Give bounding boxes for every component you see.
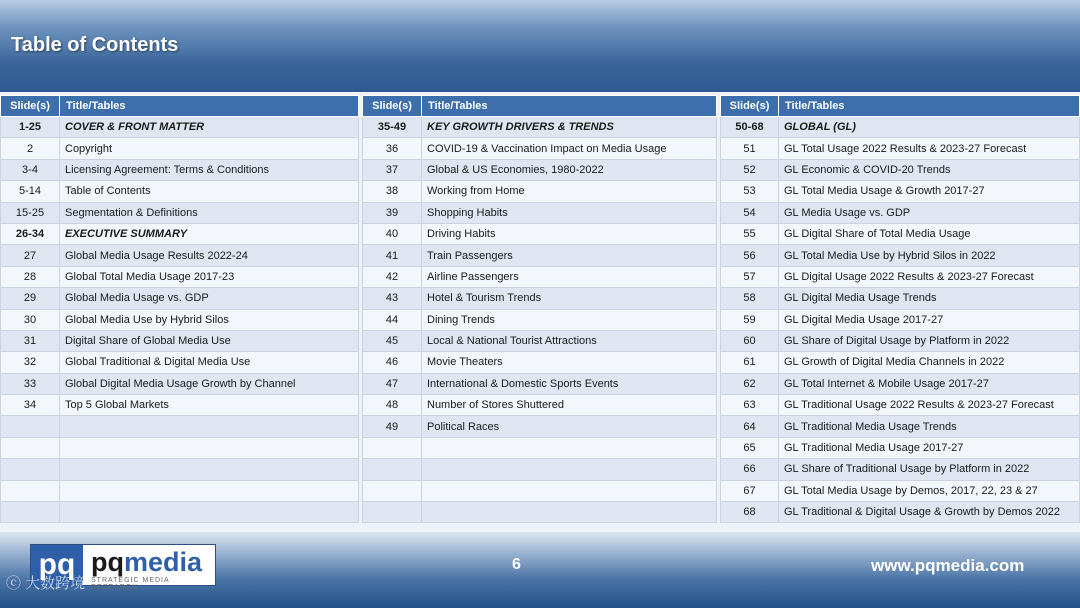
slide-title bbox=[422, 502, 717, 523]
slide-number: 67 bbox=[721, 480, 779, 501]
slide-title: Top 5 Global Markets bbox=[60, 395, 359, 416]
slide-number: 65 bbox=[721, 437, 779, 458]
table-row bbox=[1, 395, 359, 416]
slide-number: 44 bbox=[363, 309, 422, 330]
slide-title: KEY GROWTH DRIVERS & TRENDS bbox=[422, 117, 717, 138]
slide-number bbox=[363, 502, 422, 523]
toc-column-3 bbox=[720, 95, 1080, 523]
logo-wordmark: pqmedia bbox=[91, 547, 203, 577]
table-row bbox=[363, 288, 717, 309]
table-row bbox=[721, 288, 1080, 309]
table-row bbox=[721, 245, 1080, 266]
table-row bbox=[363, 437, 717, 458]
table-row bbox=[1, 416, 359, 437]
slide-header bbox=[0, 0, 1080, 92]
slide-title: GL Digital Usage 2022 Results & 2023-27 Forecast bbox=[779, 266, 1080, 287]
slide-number: 38 bbox=[363, 181, 422, 202]
table-row bbox=[363, 181, 717, 202]
slide-number: 36 bbox=[363, 138, 422, 159]
table-row bbox=[1, 138, 359, 159]
slide-title: GL Total Media Usage by Demos, 2017, 22, 23 & 27 bbox=[779, 480, 1080, 501]
slide-title: EXECUTIVE SUMMARY bbox=[60, 223, 359, 244]
slide-column-header: Slide(s) bbox=[1, 96, 60, 117]
slide-title: COVID-19 & Vaccination Impact on Media Usage bbox=[422, 138, 717, 159]
slide-title: Licensing Agreement: Terms & Conditions bbox=[60, 159, 359, 180]
toc-column-1 bbox=[0, 95, 359, 523]
slide-number bbox=[363, 437, 422, 458]
slide-title: GL Total Media Usage & Growth 2017-27 bbox=[779, 181, 1080, 202]
slide-number: 57 bbox=[721, 266, 779, 287]
slide-title: Train Passengers bbox=[422, 245, 717, 266]
slide-title: Shopping Habits bbox=[422, 202, 717, 223]
slide-number: 52 bbox=[721, 159, 779, 180]
slide-title: Movie Theaters bbox=[422, 352, 717, 373]
table-row bbox=[721, 437, 1080, 458]
slide-number: 62 bbox=[721, 373, 779, 394]
table-row bbox=[1, 159, 359, 180]
slide-title: GL Traditional Usage 2022 Results & 2023-27 Forecast bbox=[779, 395, 1080, 416]
table-row bbox=[363, 138, 717, 159]
logo-mark: pq bbox=[31, 545, 83, 587]
slide-number: 53 bbox=[721, 181, 779, 202]
table-row bbox=[1, 266, 359, 287]
table-row bbox=[363, 502, 717, 523]
slide-number: 41 bbox=[363, 245, 422, 266]
table-row bbox=[1, 352, 359, 373]
slide-title: Global Media Usage vs. GDP bbox=[60, 288, 359, 309]
table-row bbox=[721, 202, 1080, 223]
slide-title: GL Total Media Use by Hybrid Silos in 2022 bbox=[779, 245, 1080, 266]
title-column-header: Title/Tables bbox=[422, 96, 717, 117]
title-column-header: Title/Tables bbox=[60, 96, 359, 117]
slide-number: 39 bbox=[363, 202, 422, 223]
slide-title: GL Traditional & Digital Usage & Growth by Demos 2022 bbox=[779, 502, 1080, 523]
slide-number: 50-68 bbox=[721, 117, 779, 138]
table-row bbox=[1, 437, 359, 458]
slide-number: 55 bbox=[721, 223, 779, 244]
slide-number: 48 bbox=[363, 395, 422, 416]
slide-number bbox=[1, 416, 60, 437]
slide-title: Number of Stores Shuttered bbox=[422, 395, 717, 416]
table-row bbox=[1, 330, 359, 351]
slide-number bbox=[1, 437, 60, 458]
table-row bbox=[721, 395, 1080, 416]
slide-number: 31 bbox=[1, 330, 60, 351]
slide-title: Segmentation & Definitions bbox=[60, 202, 359, 223]
slide-number: 29 bbox=[1, 288, 60, 309]
slide-number: 40 bbox=[363, 223, 422, 244]
title-column-header: Title/Tables bbox=[779, 96, 1080, 117]
slide-title: GL Total Internet & Mobile Usage 2017-27 bbox=[779, 373, 1080, 394]
slide-title bbox=[422, 459, 717, 480]
slide-title: GL Share of Digital Usage by Platform in 2022 bbox=[779, 330, 1080, 351]
slide-title bbox=[60, 437, 359, 458]
website-url: www.pqmedia.com bbox=[871, 556, 1025, 575]
table-row bbox=[721, 138, 1080, 159]
slide-title: Global Total Media Usage 2017-23 bbox=[60, 266, 359, 287]
slide-number: 68 bbox=[721, 502, 779, 523]
slide-number bbox=[363, 480, 422, 501]
slide-title: Global & US Economies, 1980-2022 bbox=[422, 159, 717, 180]
table-row bbox=[1, 502, 359, 523]
slide-title: Copyright bbox=[60, 138, 359, 159]
table-row bbox=[1, 202, 359, 223]
section-row bbox=[721, 117, 1080, 138]
slide-title: Table of Contents bbox=[60, 181, 359, 202]
table-row bbox=[1, 309, 359, 330]
slide-number: 34 bbox=[1, 395, 60, 416]
table-row bbox=[1, 459, 359, 480]
slide-title: COVER & FRONT MATTER bbox=[60, 117, 359, 138]
slide-number: 3-4 bbox=[1, 159, 60, 180]
section-row bbox=[363, 117, 717, 138]
table-row bbox=[721, 159, 1080, 180]
table-row bbox=[363, 330, 717, 351]
table-row bbox=[363, 416, 717, 437]
table-row bbox=[1, 480, 359, 501]
table-row bbox=[721, 266, 1080, 287]
table-row bbox=[363, 266, 717, 287]
slide-title: Global Digital Media Usage Growth by Channel bbox=[60, 373, 359, 394]
slide-title: Driving Habits bbox=[422, 223, 717, 244]
slide-title bbox=[60, 416, 359, 437]
slide-number: 45 bbox=[363, 330, 422, 351]
table-row bbox=[721, 181, 1080, 202]
slide-title bbox=[422, 480, 717, 501]
slide-title: GL Share of Traditional Usage by Platform in 2022 bbox=[779, 459, 1080, 480]
slide-title: GL Total Usage 2022 Results & 2023-27 Forecast bbox=[779, 138, 1080, 159]
table-row bbox=[1, 181, 359, 202]
table-row bbox=[721, 352, 1080, 373]
table-row bbox=[721, 223, 1080, 244]
slide-number: 42 bbox=[363, 266, 422, 287]
table-row bbox=[721, 330, 1080, 351]
slide-number: 56 bbox=[721, 245, 779, 266]
table-row bbox=[363, 480, 717, 501]
slide-number: 66 bbox=[721, 459, 779, 480]
slide-number: 46 bbox=[363, 352, 422, 373]
table-row bbox=[363, 459, 717, 480]
slide-number: 49 bbox=[363, 416, 422, 437]
slide-title: GL Traditional Media Usage 2017-27 bbox=[779, 437, 1080, 458]
table-row bbox=[363, 352, 717, 373]
table-row bbox=[1, 288, 359, 309]
table-row bbox=[363, 202, 717, 223]
slide-number bbox=[1, 502, 60, 523]
slide-number: 28 bbox=[1, 266, 60, 287]
table-row bbox=[363, 159, 717, 180]
slide-number: 60 bbox=[721, 330, 779, 351]
slide-title: GL Economic & COVID-20 Trends bbox=[779, 159, 1080, 180]
toc-content bbox=[0, 92, 1080, 532]
slide-title bbox=[60, 480, 359, 501]
slide-title: GL Traditional Media Usage Trends bbox=[779, 416, 1080, 437]
slide-number: 54 bbox=[721, 202, 779, 223]
slide-title: GL Growth of Digital Media Channels in 2022 bbox=[779, 352, 1080, 373]
slide-number: 51 bbox=[721, 138, 779, 159]
table-row bbox=[1, 245, 359, 266]
slide-title: GLOBAL (GL) bbox=[779, 117, 1080, 138]
slide-title: Local & National Tourist Attractions bbox=[422, 330, 717, 351]
slide-title: Global Media Usage Results 2022-24 bbox=[60, 245, 359, 266]
slide-title: Hotel & Tourism Trends bbox=[422, 288, 717, 309]
table-row bbox=[363, 373, 717, 394]
slide-number: 2 bbox=[1, 138, 60, 159]
slide-title bbox=[422, 437, 717, 458]
page-title: Table of Contents bbox=[11, 34, 179, 56]
slide-number: 47 bbox=[363, 373, 422, 394]
slide-title: GL Digital Media Usage Trends bbox=[779, 288, 1080, 309]
slide-title: GL Digital Media Usage 2017-27 bbox=[779, 309, 1080, 330]
slide-title: Airline Passengers bbox=[422, 266, 717, 287]
slide-column-header: Slide(s) bbox=[363, 96, 422, 117]
table-row bbox=[721, 309, 1080, 330]
table-row bbox=[721, 416, 1080, 437]
slide-number: 63 bbox=[721, 395, 779, 416]
table-row bbox=[363, 309, 717, 330]
table-row bbox=[363, 395, 717, 416]
table-row bbox=[1, 373, 359, 394]
table-row bbox=[363, 245, 717, 266]
slide-title: Working from Home bbox=[422, 181, 717, 202]
toc-column-2 bbox=[362, 95, 717, 523]
slide-title: Political Races bbox=[422, 416, 717, 437]
slide-number: 33 bbox=[1, 373, 60, 394]
slide-number bbox=[363, 459, 422, 480]
slide-number: 64 bbox=[721, 416, 779, 437]
slide-number: 37 bbox=[363, 159, 422, 180]
slide-title: Dining Trends bbox=[422, 309, 717, 330]
slide-number: 59 bbox=[721, 309, 779, 330]
table-row bbox=[721, 502, 1080, 523]
slide-title: Digital Share of Global Media Use bbox=[60, 330, 359, 351]
logo-tagline: STRATEGIC MEDIA RESEARCH bbox=[91, 577, 170, 591]
slide-title: Global Media Use by Hybrid Silos bbox=[60, 309, 359, 330]
table-row bbox=[721, 373, 1080, 394]
watermark: ⓒ 大数跨境 bbox=[6, 575, 86, 592]
slide-number: 15-25 bbox=[1, 202, 60, 223]
slide-number: 1-25 bbox=[1, 117, 60, 138]
section-row bbox=[1, 117, 359, 138]
slide-number: 58 bbox=[721, 288, 779, 309]
slide-title bbox=[60, 502, 359, 523]
table-row bbox=[721, 459, 1080, 480]
slide-title: International & Domestic Sports Events bbox=[422, 373, 717, 394]
slide-number: 61 bbox=[721, 352, 779, 373]
slide-number: 32 bbox=[1, 352, 60, 373]
table-row bbox=[363, 223, 717, 244]
slide-title: GL Digital Share of Total Media Usage bbox=[779, 223, 1080, 244]
slide-title bbox=[60, 459, 359, 480]
section-row bbox=[1, 223, 359, 244]
slide-number: 35-49 bbox=[363, 117, 422, 138]
slide-number: 5-14 bbox=[1, 181, 60, 202]
slide-title: GL Media Usage vs. GDP bbox=[779, 202, 1080, 223]
slide-number: 27 bbox=[1, 245, 60, 266]
table-row bbox=[721, 480, 1080, 501]
slide-number bbox=[1, 480, 60, 501]
slide-number: 30 bbox=[1, 309, 60, 330]
slide-title: Global Traditional & Digital Media Use bbox=[60, 352, 359, 373]
slide-number: 26-34 bbox=[1, 223, 60, 244]
slide-column-header: Slide(s) bbox=[721, 96, 779, 117]
slide-number bbox=[1, 459, 60, 480]
page-number: 6 bbox=[512, 556, 521, 573]
slide-number: 43 bbox=[363, 288, 422, 309]
